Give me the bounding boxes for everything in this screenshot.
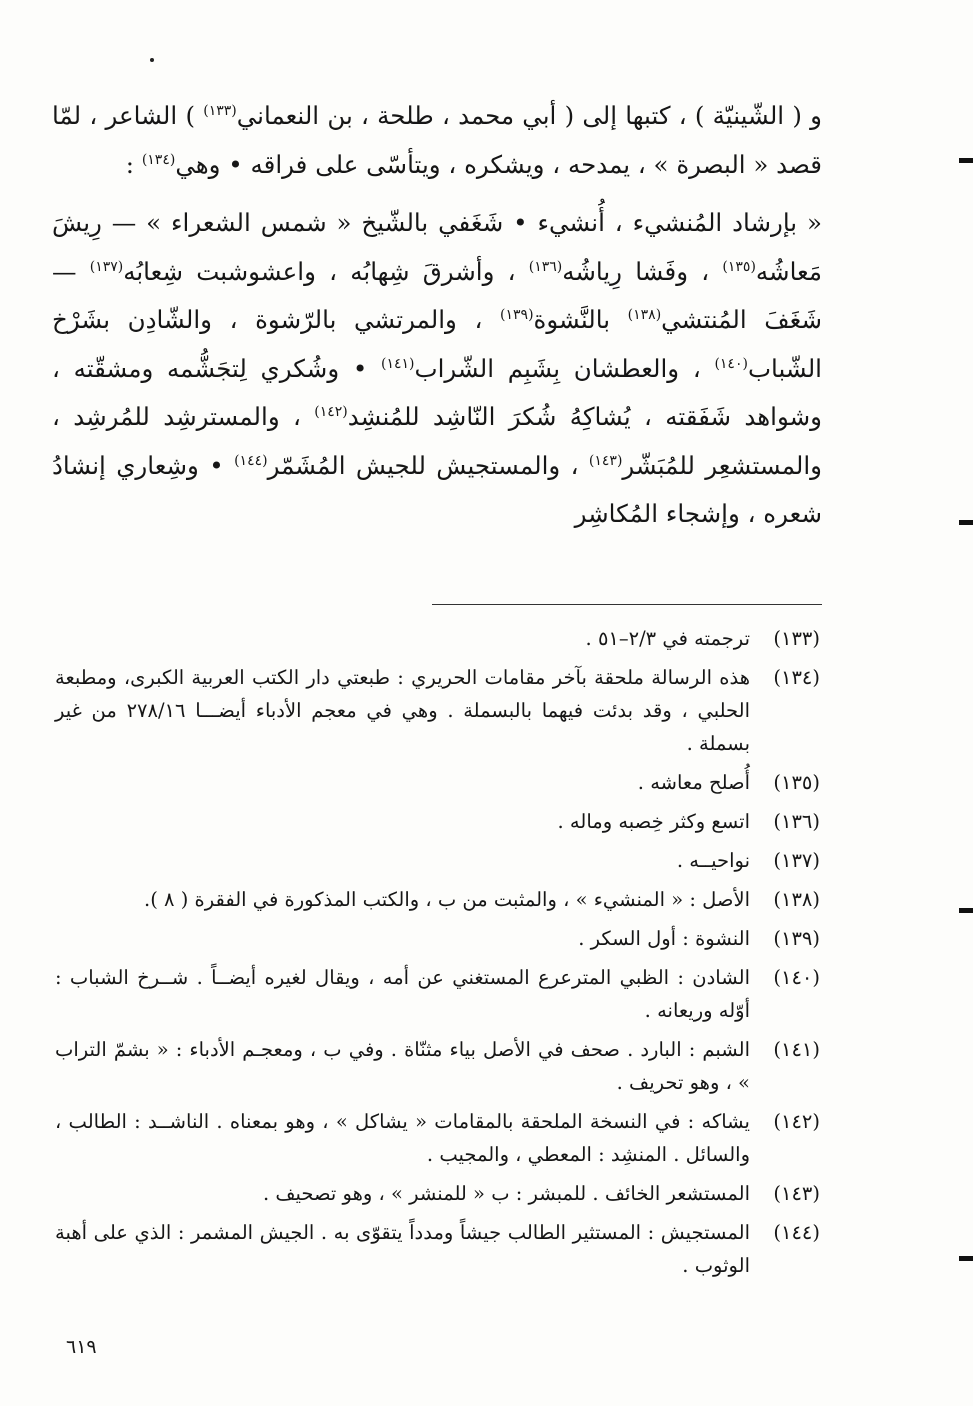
footnote-number: (١٤١) (773, 1038, 820, 1061)
margin-mark (959, 908, 973, 913)
footnotes (55, 622, 820, 1288)
footnote-text: هذه الرسالة ملحقة بآخر مقامات الحريري : طبعتي دار الكتب العربية الكبرى، ومطبعة الحلبي ، وقد بدئت فيهما بالبسملة . وهي في معجم الأدباء أيضـــا ٢٧٨/١٦ من غير بسملة . (55, 666, 750, 755)
footnote-text: الأصل : « المنشيء » ، والمثبت من ب ، والكتب المذكورة في الفقرة ( ٨ ). (144, 888, 750, 911)
footnote-141 (55, 1033, 820, 1099)
footnote-ref-134[interactable]: (١٣٤) (141, 151, 176, 168)
footnote-ref-135[interactable]: (١٣٥) (722, 258, 756, 275)
footnote-ref-133[interactable]: (١٣٣) (203, 102, 237, 119)
footnote-143 (55, 1177, 820, 1210)
footnote-138 (55, 883, 820, 916)
footnote-number: (١٣٤) (773, 666, 820, 689)
footnote-text: النشوة : أول السكر . (578, 927, 750, 950)
footnote-ref-144[interactable]: (١٤٤) (234, 452, 268, 469)
footnote-text: يشاكه : في النسخة الملحقة بالمقامات « يشاكل » ، وهو بمعناه . الناشــد : الطالب ، والسائل . المنشِد : المعطي ، والمجيب . (55, 1110, 750, 1166)
footnote-number: (١٣٨) (773, 888, 820, 911)
footnote-number: (١٤٤) (773, 1221, 820, 1244)
margin-mark (959, 158, 973, 163)
footnote-ref-141[interactable]: (١٤١) (381, 355, 415, 372)
footnote-text: نواحيــه . (676, 849, 750, 872)
footnote-text: ترجمته في ٢/٣–٥١ . (585, 627, 750, 650)
footnote-133 (55, 622, 820, 655)
main-text (52, 92, 822, 539)
footnote-142 (55, 1105, 820, 1171)
footnote-number: (١٤٢) (773, 1110, 820, 1133)
footnote-number: (١٣٩) (773, 927, 820, 950)
margin-mark (959, 520, 973, 525)
footnote-ref-138[interactable]: (١٣٨) (627, 306, 662, 323)
paragraph-2: « بإرشاد المُنشيء ، أُنشيء • شَغَفي بالشّيخ « شمس الشعراء » — رِيشَ مَعاشُه$^{(١٣٥)}$ ، وفَشا رِياشُه$^{(١٣٦)}$ ، وأشرقَ شِهابُه ، واعشوشبت شِعابُه$^{(١٣٧)}$ — شَغَفَ المُنتشي$^{(١٣٨)}$ بالنَّشوة$^{(١٣٩)}$ ، والمرتشي بالرّشوة ، والشّادِن بشَرْخ الشّباب$^{(١٤٠)}$ ، والعطشان بِشَبِم الشّراب$^{(١٤١)}$ • وشُكري لِتجَشُّمه ومشقّته ، وشواهد شَفَقته ، يُشاكِهُ شُكرَ النّاشِد للمُنشِد$^{(١٤٢)}$ ، والمسترشِد للمُرشِد ، والمستشعِر للمُبَشّر$^{(١٤٣)}$ ، والمستجيش للجيش المُشَمّر$^{(١٤٤)}$ • وشِعاري إنشادُ شعره ، وإشجاء المُكاشِر (52, 208, 823, 528)
footnote-ref-136[interactable]: (١٣٦) (528, 258, 563, 275)
footnote-ref-143[interactable]: (١٤٣) (588, 452, 623, 469)
footnote-140 (55, 961, 820, 1027)
footnote-text: المستشعر الخائف . للمبشر : ب « للمنشر » ، وهو تصحيف . (262, 1182, 750, 1205)
footnote-ref-137[interactable]: (١٣٧) (89, 258, 124, 275)
footnote-136 (55, 805, 820, 838)
paragraph-1: و ( الشّينيّة ) ، كتبها إلى ( أبي محمد ، طلحة ، بن النعماني$^{(١٣٣)}$ ) الشاعر ، لمّا قصد « البصرة » ، يمدحه ، ويشكره ، ويتأسّى على فراقه • وهي$^{(١٣٤)}$ : (52, 101, 822, 179)
margin-mark (959, 1256, 973, 1261)
page-number: ٦١٩ (66, 1336, 97, 1358)
footnote-number: (١٣٦) (773, 810, 820, 833)
footnote-number: (١٤٣) (773, 1182, 820, 1205)
footnote-text: الشادن : الظبي المترعرع المستغني عن أمه ، ويقال لغيره أيضــاً . شــرخ الشباب : أوّله وريعانه . (55, 966, 750, 1022)
footnote-number: (١٣٥) (773, 771, 820, 794)
footnote-text: المستجيش : المستثير الطالب جيشاً ومدداً يتقوّى به . الجيش المشمر : الذي على أهبة الوثوب . (55, 1221, 750, 1277)
footnote-134 (55, 661, 820, 760)
footnote-135 (55, 766, 820, 799)
footnote-text: أُصلح معاشه . (637, 771, 750, 794)
footnote-text: اتسع وكثر خِصبه وماله . (557, 810, 750, 833)
footnote-number: (١٣٣) (773, 627, 820, 650)
footnote-text: الشبم : البارد . صحف في الأصل بياء مثنّاة . وفي ب ، ومعجـم الأدباء : « بشمّ التراب » ، وهو تحريف . (55, 1038, 750, 1094)
ink-dot (150, 58, 154, 62)
footnote-number: (١٤٠) (773, 966, 820, 989)
footnote-separator (432, 604, 822, 605)
footnote-ref-139[interactable]: (١٣٩) (500, 306, 534, 323)
footnote-number: (١٣٧) (773, 849, 820, 872)
footnote-144 (55, 1216, 820, 1282)
footnote-ref-142[interactable]: (١٤٢) (314, 403, 348, 420)
footnote-139 (55, 922, 820, 955)
footnote-ref-140[interactable]: (١٤٠) (714, 355, 748, 372)
footnote-137 (55, 844, 820, 877)
